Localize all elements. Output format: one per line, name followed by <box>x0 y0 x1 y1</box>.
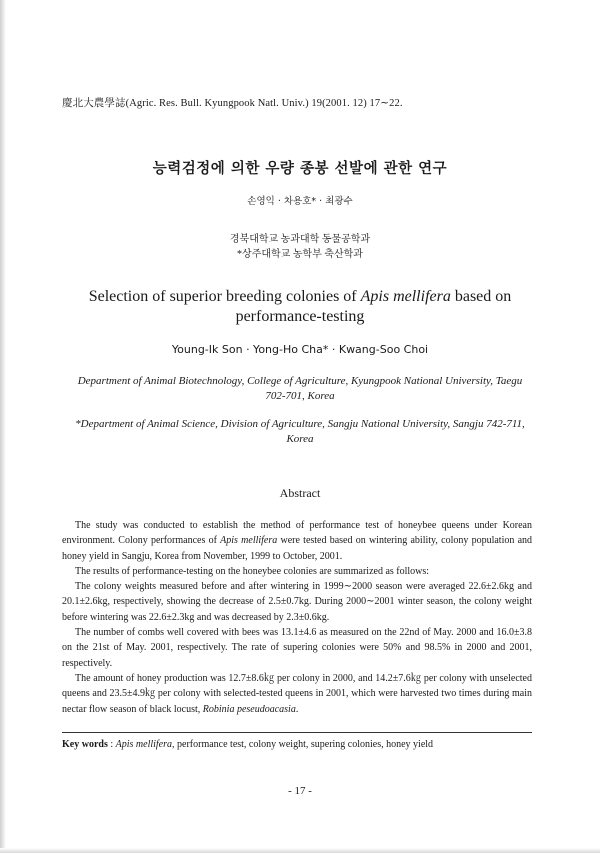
abstract-paragraph-3: The colony weights measured before and after wintering in 1999∼2000 season were averaged 22.6±2.6kg and 20.1±2.6kg, respectively, showing the decrease of 2.5±0.7kg. During 2000∼2001 winter season, the colony weight before wintering was 22.6±2.3kg and was decreased by 2.3±0.6kg. <box>62 581 532 623</box>
english-title-species: Apis mellifera <box>360 288 451 305</box>
abstract-p1-species: Apis mellifera <box>220 535 278 547</box>
korean-title: 능력검정에 의한 우량 종봉 선발에 관한 연구 <box>152 161 448 177</box>
abstract-p1-text-a: The study was conducted to establish the method of performance test of honeybee queens under Korean environment. Colony performances of <box>62 520 532 547</box>
korean-affiliation-1: 경북대학교 농과대학 동물공학과 <box>229 234 371 245</box>
keywords-separator: : <box>107 739 116 750</box>
keywords-species: Apis mellifera <box>115 739 173 750</box>
english-title-part1: Selection of superior breeding colonies of <box>88 288 361 305</box>
scan-edge-bottom <box>0 848 600 853</box>
english-title <box>60 287 540 327</box>
abstract-body <box>62 518 532 717</box>
abstract-paragraph-4: The number of combs well covered with bees was 13.1±4.6 as measured on the 22nd of May. 2000 and 16.0±3.8 on the 21st of May. 2001, respectively. The rate of supering colonies were 50% and 98.5% in 2000 and 2001, respectively. <box>62 627 532 669</box>
page-number: - 17 - <box>288 785 312 797</box>
korean-authors: 손영익 · 차용호* · 최광수 <box>247 196 353 207</box>
english-title-part2: based on performance-testing <box>235 288 512 325</box>
abstract-paragraph-1 <box>62 518 532 564</box>
abstract-paragraph-5 <box>62 671 532 717</box>
english-authors: Young-Ik Son · Yong-Ho Cha* · Kwang-Soo Choi <box>171 343 429 356</box>
abstract-heading: Abstract <box>279 486 321 500</box>
keywords-rest: , performance test, colony weight, supering colonies, honey yield <box>172 739 434 750</box>
keywords-label: Key words <box>62 739 108 750</box>
scan-edge-left <box>0 0 6 853</box>
korean-affiliation-2: *상주대학교 농학부 축산학과 <box>237 249 363 260</box>
english-affiliation-2: *Department of Animal Science, Division of Agriculture, Sangju National University, Sangju 742-711, Korea <box>75 418 525 445</box>
keywords-line <box>62 739 542 750</box>
abstract-p1-text-b: were tested based on wintering ability, colony population and honey yield in Sangju, Korea from November, 1999 to October, 2001. <box>62 535 533 562</box>
english-affiliation-1: Department of Animal Biotechnology, College of Agriculture, Kyungpook National University, Taegu 702-701, Korea <box>77 375 523 402</box>
journal-header: 慶北大農學誌(Agric. Res. Bull. Kyungpook Natl. Univ.) 19(2001. 12) 17∼22. <box>62 98 403 109</box>
abstract-paragraph-2: The results of performance-testing on the honeybee colonies are summarized as follows: <box>75 565 430 577</box>
abstract-p5-text-b: . <box>295 703 299 715</box>
abstract-p5-text-a: The amount of honey production was 12.7±8.6㎏ per colony in 2000, and 14.2±7.6㎏ per colony with unselected queens and 23.5±4.9㎏ per colony with selected-tested queens in 2001, which were harvested two times during main nectar flow season of black locust, <box>62 672 532 715</box>
abstract-p5-species: Robinia peseudoacasia <box>202 703 296 715</box>
keywords-divider <box>62 732 532 733</box>
